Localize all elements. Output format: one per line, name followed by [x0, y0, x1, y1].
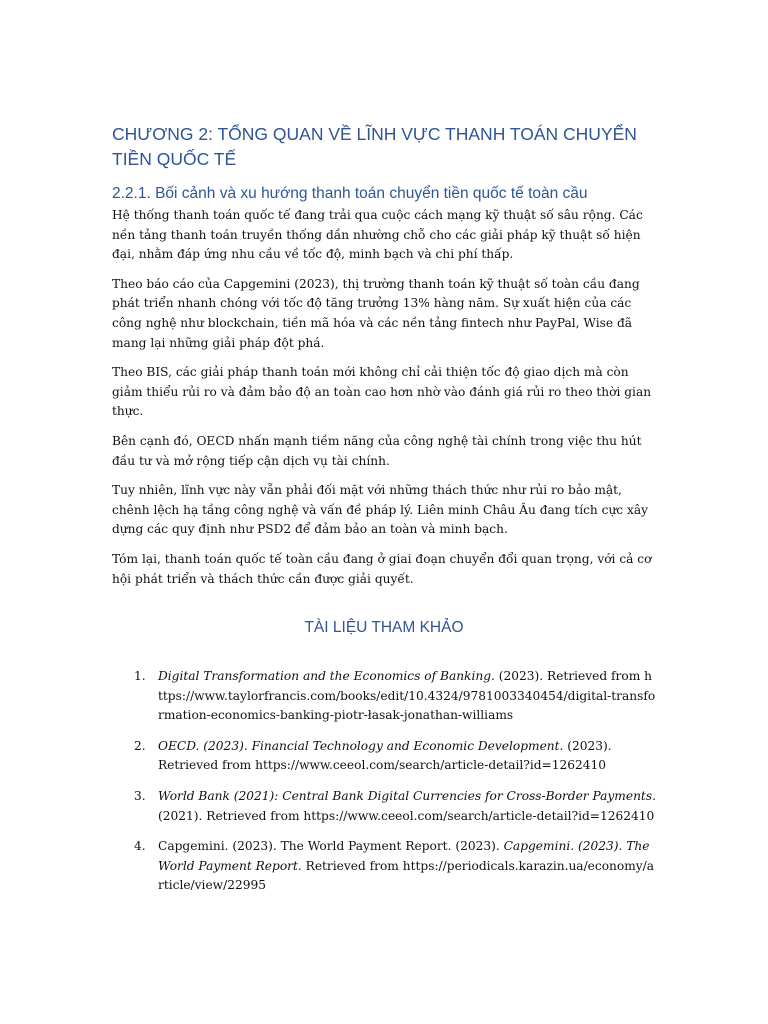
reference-item — [112, 837, 656, 896]
reference-url[interactable]: https://www.taylorfrancis.com/books/edit/10.4324/9781003340454/digital-transformation-economics-banking-piotr-łasak-jonathan-williams — [158, 669, 656, 723]
reference-title: World Bank (2021): Central Bank Digital Currencies for Cross-Border Payments. — [158, 789, 656, 804]
paragraph: Tóm lại, thanh toán quốc tế toàn cầu đang ở giai đoạn chuyển đổi quan trọng, với cả cơ hội phát triển và thách thức cần được giải quyết. — [112, 551, 652, 586]
reference-item — [112, 737, 656, 776]
reference-url[interactable]: https://www.ceeol.com/search/article-detail?id=1262410 — [303, 808, 655, 823]
reference-text: Retrieved from — [301, 858, 403, 873]
reference-text: (2023). Retrieved from — [494, 669, 645, 684]
reference-item — [112, 667, 656, 726]
reference-title: Capgemini. (2023). The World Payment Report. — [158, 839, 650, 873]
reference-text: Capgemini. (2023). The World Payment Report. (2023). — [158, 839, 504, 854]
reference-url[interactable]: https://periodicals.karazin.ua/economy/article/view/22995 — [158, 858, 655, 893]
reference-url[interactable]: https://www.ceeol.com/search/article-detail?id=1262410 — [255, 758, 607, 773]
chapter-title: CHƯƠNG 2: TỔNG QUAN VỀ LĨNH VỰC THANH TOÁN CHUYỂN TIỀN QUỐC TẾ — [112, 124, 637, 169]
section-title: 2.2.1. Bối cảnh và xu hướng thanh toán chuyển tiền quốc tế toàn cầu — [112, 185, 588, 202]
references-list — [112, 667, 656, 896]
paragraph: Bên cạnh đó, OECD nhấn mạnh tiềm năng của công nghệ tài chính trong việc thu hút đầu tư và mở rộng tiếp cận dịch vụ tài chính. — [112, 433, 642, 468]
reference-number: 3. — [134, 789, 146, 804]
reference-number: 1. — [134, 669, 146, 684]
reference-title: Digital Transformation and the Economics of Banking. — [158, 669, 495, 684]
reference-text: (2021). Retrieved from — [158, 808, 304, 823]
reference-number: 2. — [134, 738, 146, 753]
references-title: TÀI LIỆU THAM KHẢO — [304, 619, 464, 637]
paragraph: Tuy nhiên, lĩnh vực này vẫn phải đối mặt với những thách thức như rủi ro bảo mật, chênh lệch hạ tầng công nghệ và vấn đề pháp lý. Liên minh Châu Âu đang tích cực xây dựng các quy định như PSD2 để đảm bảo an toàn và minh bạch. — [112, 483, 649, 537]
paragraph: Hệ thống thanh toán quốc tế đang trải qua cuộc cách mạng kỹ thuật số sâu rộng. Các nền tảng thanh toán truyền thống dần nhường chỗ cho các giải pháp kỹ thuật số hiện đại, nhằm đáp ứng nhu cầu về tốc độ, minh bạch và chi phí thấp. — [112, 208, 643, 262]
paragraph: Theo báo cáo của Capgemini (2023), thị trường thanh toán kỹ thuật số toàn cầu đang phát triển nhanh chóng với tốc độ tăng trưởng 13% hàng năm. Sự xuất hiện của các công nghệ như blockchain, tiền mã hóa và các nền tảng fintech như PayPal, Wise đã mang lại những giải pháp đột phá. — [112, 276, 640, 350]
reference-number: 4. — [134, 839, 146, 854]
reference-text: (2023). Retrieved from — [158, 738, 612, 773]
paragraph: Theo BIS, các giải pháp thanh toán mới không chỉ cải thiện tốc độ giao dịch mà còn giảm thiểu rủi ro và đảm bảo độ an toàn cao hơn nhờ vào đánh giá rủi ro theo thời gian thực. — [112, 365, 652, 419]
reference-title: OECD. (2023). Financial Technology and Economic Development. — [158, 738, 564, 753]
reference-item — [112, 787, 656, 826]
